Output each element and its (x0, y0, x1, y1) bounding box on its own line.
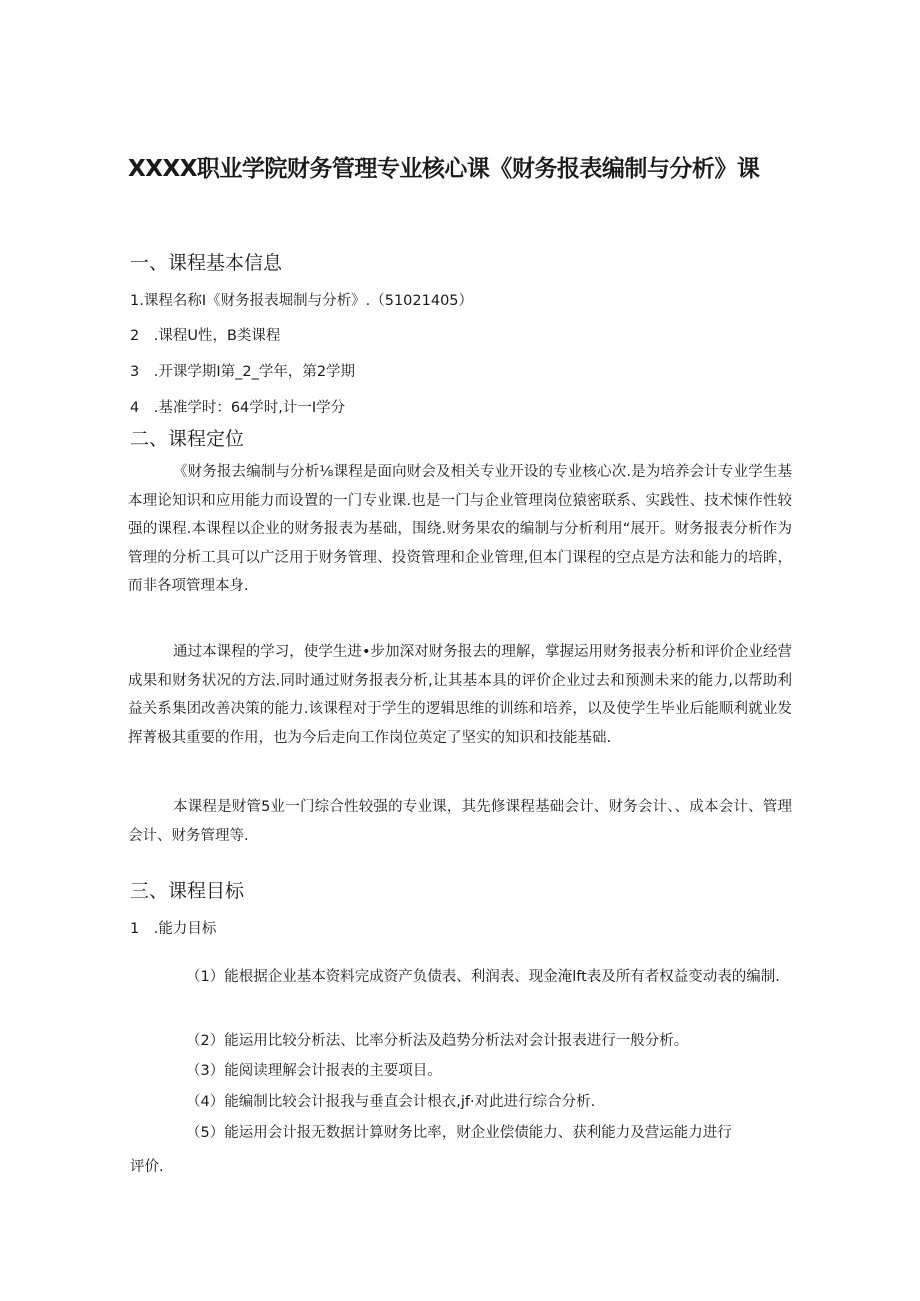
goal-item-5: （5）能运用会计报无数据计算财务比率，财企业偿债能力、获利能力及营运能力进行 (186, 1125, 732, 1141)
positioning-paragraph-3: 本课程是财管5业一门综合性较强的专业课，其先修课程基础会计、财务会计、、成本会计、管理会计、财务管理等. (128, 799, 792, 844)
positioning-paragraph-2: 通过本课程的学习，使学生进•步加深对财务报去的理解，掌握运用财务报表分析和评价企业经营成果和财务状况的方法.同时通过财务报表分析,让其基本具的评价企业过去和预测未来的能力,以帮助利益关系集团改善决策的能力.该课程对于学生的逻辑思维的训练和培养，以及使学生毕业后能顺利就业发挥菁极其重要的作用，也为今后走向工作岗位英定了坚实的知识和技能基础. (128, 644, 792, 746)
goal-item-2: （2）能运用比较分析法、比率分析法及趋势分析法对会计报表进行一般分析。 (186, 1033, 689, 1049)
goal-item-3: （3）能阅读理解会计报表的主要项目。 (186, 1063, 442, 1079)
info-course-name: 1.课程名称I《财务报表堀制与分析》.（51021405） (130, 293, 474, 309)
goal-item-4: （4）能编制比较会计报我与垂直会计根衣,jf·对此进行综合分析. (186, 1094, 596, 1110)
info-course-type: 2 .课程U性，B类课程 (130, 328, 281, 344)
goal-item-1: （1）能根据企业基本资料完成资产负债表、利润表、现金淹lft表及所有者权益变动表的编制. (186, 969, 780, 985)
section-heading-goals: 三、课程目标 (130, 880, 245, 902)
goals-subheading-ability: 1 .能力目标 (130, 921, 217, 937)
goal-item-5-continuation: 评价. (130, 1159, 164, 1175)
section-heading-positioning: 二、课程定位 (130, 428, 245, 450)
document-title: XXXX职业学院财务管理专业核心课《财务报表编制与分析》课 (128, 156, 760, 182)
info-semester: 3 .开课学期I第_2_学年，第2学期 (130, 364, 356, 380)
positioning-paragraph-1: 《财务报去编制与分析⅛课程是面向财会及相关专业开设的专业核心次.是为培养会计专业学生基本理论知识和应用能力而设置的一门专业课.也是一门与企业管理岗位猿密联系、实践性、技术悚作性较强的课程.本课程以企业的财务报表为基础，围绕.财务果农的编制与分析利用“展开。财务报表分析作为管理的分析工具可以广泛用于财务管理、投资管理和企业管理,但本门课程的空点是方法和能力的培眸，而非各项管理本身. (128, 464, 792, 594)
section-heading-basic-info: 一、课程基本信息 (130, 252, 283, 274)
info-hours: 4 .基准学时：64学时,计一I学分 (130, 400, 346, 416)
